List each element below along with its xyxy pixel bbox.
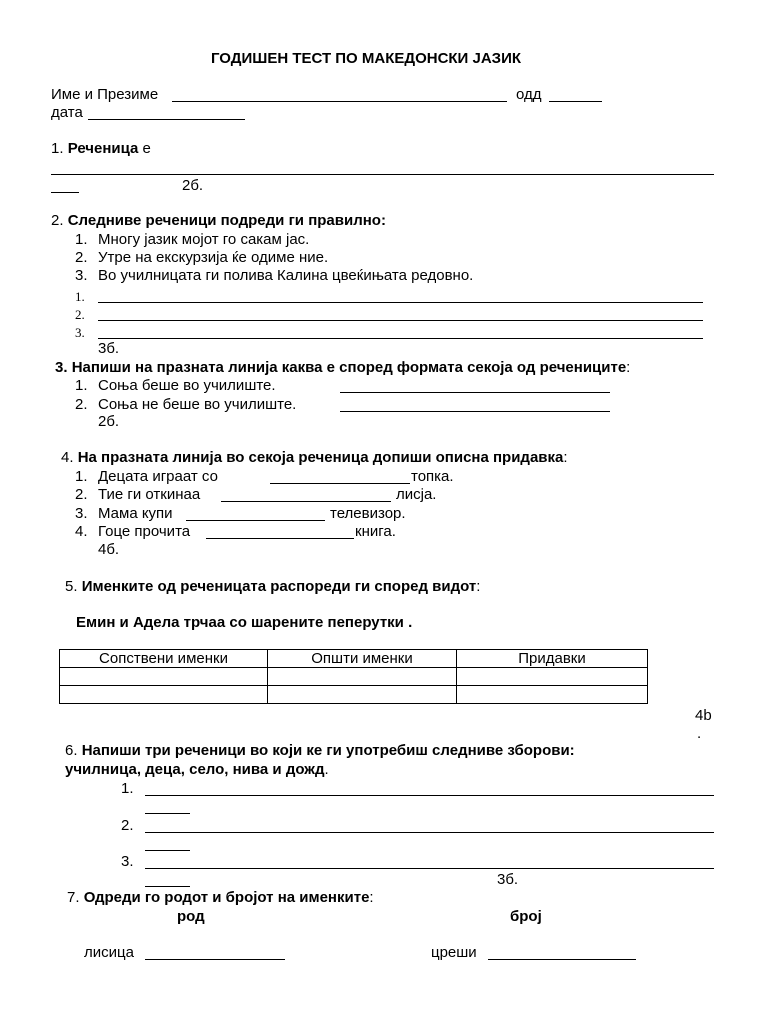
q4-item-2-after: лисја.: [396, 486, 437, 503]
table-row: [60, 686, 648, 704]
q3-number: 3.: [55, 359, 68, 376]
class-label: одд: [516, 86, 542, 103]
q1-answer-line[interactable]: [51, 174, 714, 175]
q7-gender-header: род: [177, 908, 205, 925]
q3-points: 2б.: [98, 413, 120, 430]
q5-colon: :: [476, 578, 481, 595]
q3-colon: :: [626, 359, 631, 376]
q6-points: 3б.: [497, 871, 519, 888]
q7-answer-line-2[interactable]: [488, 959, 636, 960]
q1-number: 1.: [51, 140, 64, 157]
q6-dot: .: [324, 761, 329, 778]
q4-answer-line-2[interactable]: [221, 501, 391, 502]
header-common-nouns: Општи именки: [268, 650, 457, 668]
q6-answer-line-3[interactable]: [145, 868, 714, 869]
q2-text: [51, 212, 386, 230]
q4-text: [61, 449, 568, 467]
q3-bold: Напиши на празната линија каква е според формата секоја од речениците: [71, 359, 627, 376]
name-field[interactable]: [172, 101, 507, 102]
q5-sentence: Емин и Адела трчаа со шарените пеперутки .: [76, 614, 413, 631]
q7-word-1: лисица: [84, 944, 134, 961]
q3-item-num-1: 1.: [75, 377, 88, 394]
q3-item-2: Соња не беше во училиште.: [98, 396, 297, 413]
q6-answer-line-1[interactable]: [145, 795, 714, 796]
q4-answer-line-4[interactable]: [206, 538, 354, 539]
q2-line-num-2: 2.: [75, 307, 85, 322]
table-cell[interactable]: [60, 686, 268, 704]
q4-item-num-1: 1.: [75, 468, 88, 485]
q6-answer-line-2b[interactable]: [145, 850, 190, 851]
class-field[interactable]: [549, 101, 602, 102]
q2-item-num-1: 1.: [75, 231, 88, 248]
q2-points: 3б.: [98, 340, 120, 357]
q5-dot: .: [697, 725, 702, 742]
q7-number: 7.: [67, 889, 80, 906]
q7-word-2: цреши: [431, 944, 477, 961]
q5-text: [65, 578, 480, 596]
table-cell[interactable]: [60, 668, 268, 686]
q4-item-num-2: 2.: [75, 486, 88, 503]
q6-bold-2: училница, деца, село, нива и дожд: [65, 761, 325, 778]
header-adjectives: Придавки: [457, 650, 648, 668]
q4-points: 4б.: [98, 541, 120, 558]
q2-answer-line-3[interactable]: [98, 338, 703, 339]
q1-answer-line-2[interactable]: [51, 192, 79, 193]
q6-answer-line-1b[interactable]: [145, 813, 190, 814]
q3-item-1: Соња беше во училиште.: [98, 377, 276, 394]
q6-number: 6.: [65, 742, 78, 759]
q4-bold: На празната линија во секоја реченица допиши описна придавка: [77, 449, 564, 466]
q4-item-1-after: топка.: [411, 468, 454, 485]
q4-number: 4.: [61, 449, 74, 466]
q3-item-num-2: 2.: [75, 396, 88, 413]
q2-item-num-2: 2.: [75, 249, 88, 266]
q1-rest: е: [138, 140, 151, 157]
table-row: [60, 668, 648, 686]
q6-line-num-3: 3.: [121, 853, 134, 870]
q6-answer-line-2[interactable]: [145, 832, 714, 833]
q2-item-2: Утре на екскурзија ќе одиме ние.: [98, 249, 329, 266]
q7-text: [67, 889, 374, 907]
q4-item-1-before: Децата играат со: [98, 468, 218, 485]
q3-text: [55, 359, 630, 377]
q7-answer-line-1[interactable]: [145, 959, 285, 960]
q4-item-4-before: Гоце прочита: [98, 523, 191, 540]
q2-item-1: Многу јазик мојот го сакам јас.: [98, 231, 310, 248]
table-cell[interactable]: [268, 668, 457, 686]
q4-item-2-before: Тие ги откинаа: [98, 486, 201, 503]
q2-bold: Следниве реченици подреди ги правилно:: [67, 212, 386, 229]
page-title: ГОДИШЕН ТЕСТ ПО МАКЕДОНСКИ ЈАЗИК: [211, 50, 522, 67]
q4-answer-line-3[interactable]: [186, 520, 325, 521]
q6-bold-1: Напиши три реченици во који ке ги употребиш следниве зборови:: [81, 742, 575, 759]
q4-item-num-4: 4.: [75, 523, 88, 540]
q4-colon: :: [563, 449, 568, 466]
q1-text: [51, 140, 151, 158]
q2-line-num-1: 1.: [75, 289, 85, 304]
q6-text-line-1: [65, 742, 575, 760]
q6-line-num-2: 2.: [121, 817, 134, 834]
q3-answer-line-2[interactable]: [340, 411, 610, 412]
q7-colon: :: [369, 889, 374, 906]
table-cell[interactable]: [268, 686, 457, 704]
q1-points: 2б.: [182, 177, 204, 194]
q5-bold: Именките од реченицата распореди ги според видот: [81, 578, 477, 595]
q6-answer-line-3b[interactable]: [145, 886, 190, 887]
q4-item-num-3: 3.: [75, 505, 88, 522]
q5-number: 5.: [65, 578, 78, 595]
date-field[interactable]: [88, 119, 245, 120]
q2-item-num-3: 3.: [75, 267, 88, 284]
q2-number: 2.: [51, 212, 64, 229]
q1-bold: Реченица: [67, 140, 139, 157]
q3-answer-line-1[interactable]: [340, 392, 610, 393]
q6-text-line-2: [65, 761, 329, 779]
q2-answer-line-1[interactable]: [98, 302, 703, 303]
q6-line-num-1: 1.: [121, 780, 134, 797]
table-cell[interactable]: [457, 686, 648, 704]
q7-bold: Одреди го родот и бројот на именките: [83, 889, 370, 906]
header-proper-nouns: Сопствени именки: [60, 650, 268, 668]
q4-item-3-after: телевизор.: [330, 505, 406, 522]
q7-number-header: број: [510, 908, 542, 925]
q4-item-4-after: книга.: [355, 523, 396, 540]
q2-answer-line-2[interactable]: [98, 320, 703, 321]
noun-table: [59, 649, 648, 704]
q4-item-3-before: Мама купи: [98, 505, 173, 522]
q5-points: 4b: [695, 707, 712, 724]
q4-answer-line-1[interactable]: [270, 483, 410, 484]
q2-line-num-3: 3.: [75, 325, 85, 340]
q2-item-3: Во училницата ги полива Калина цвеќињата редовно.: [98, 267, 474, 284]
name-label: Име и Презиме: [51, 86, 159, 103]
date-label: дата: [51, 104, 83, 121]
table-header-row: [60, 650, 648, 668]
table-cell[interactable]: [457, 668, 648, 686]
